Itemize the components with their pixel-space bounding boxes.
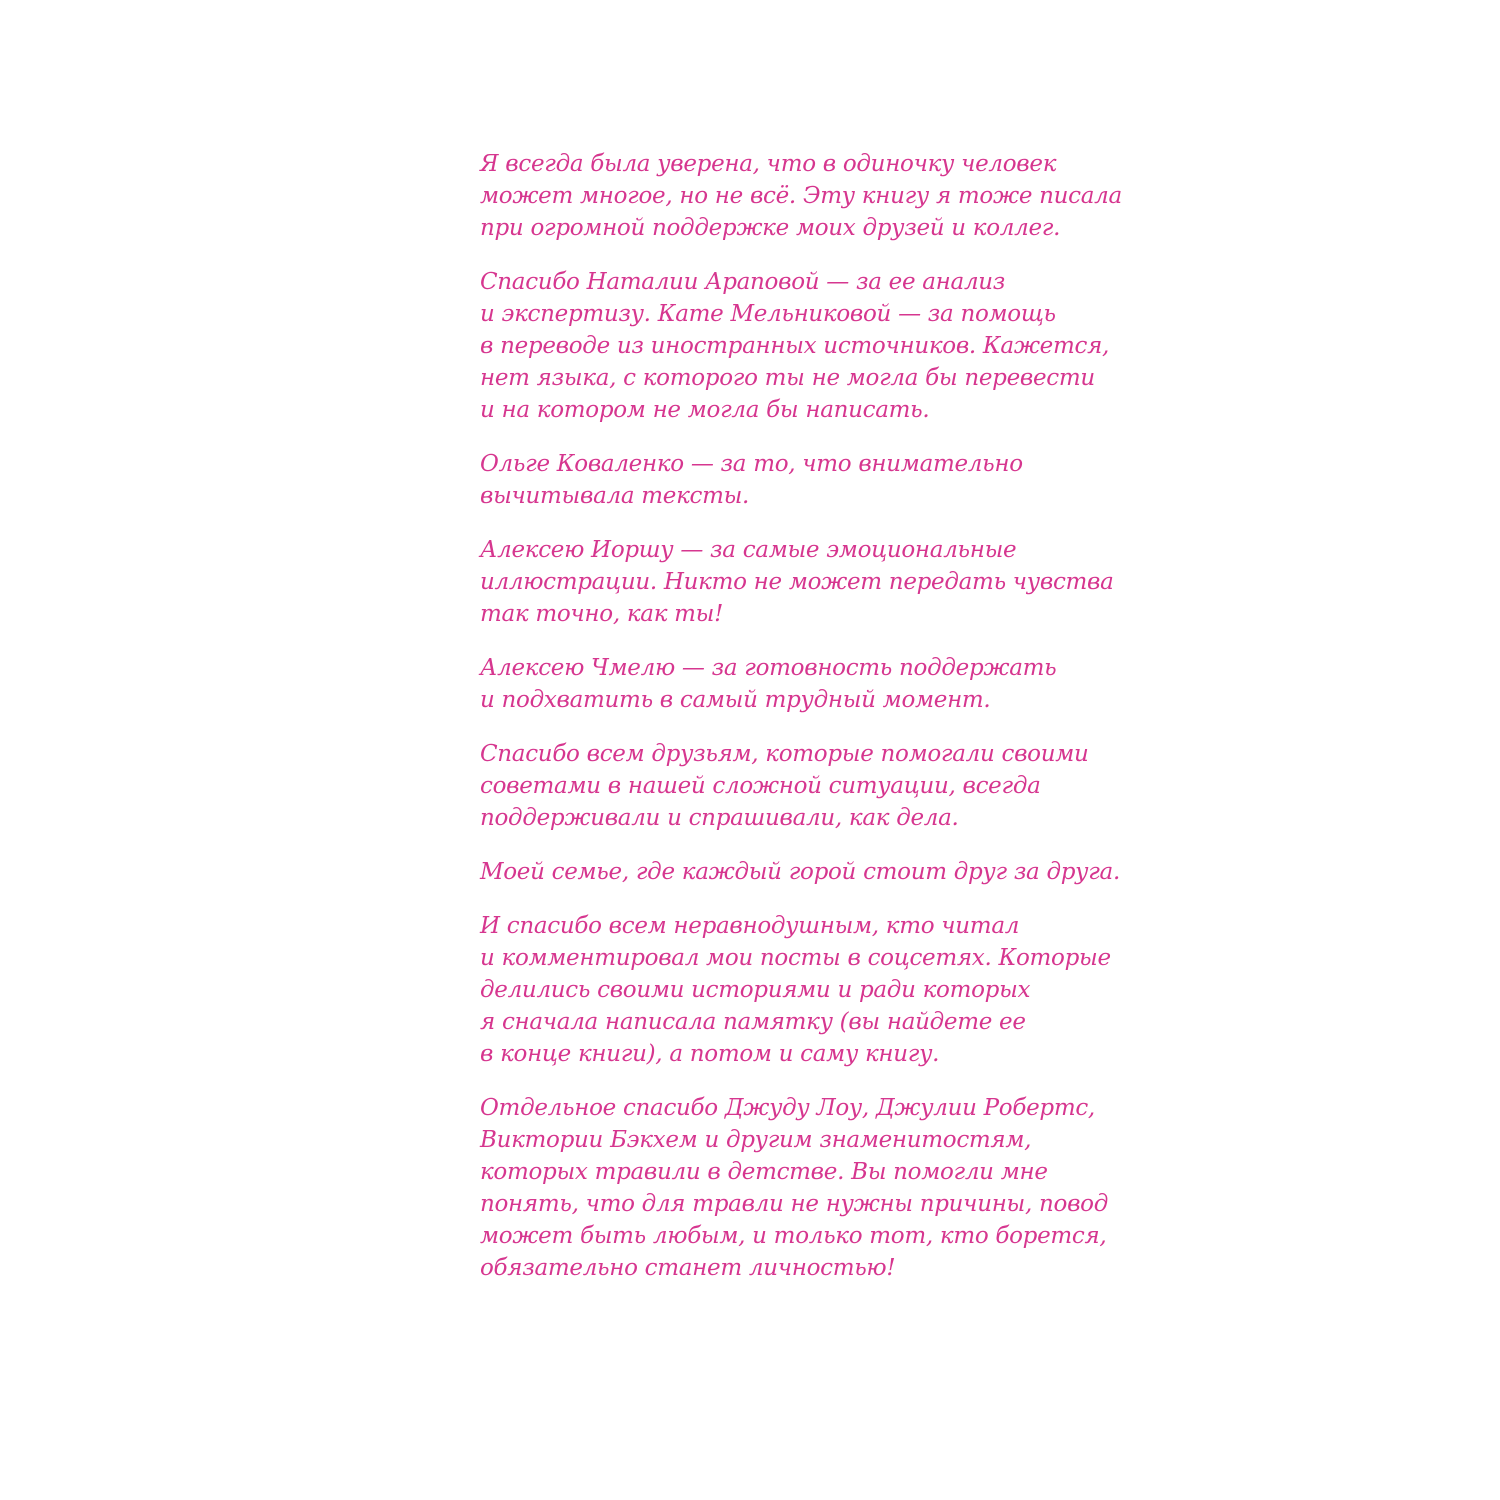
text-line: и комментировал мои посты в соцсетях. Которые [480,945,1111,971]
text-line: в конце книги), а потом и саму книгу. [480,1041,940,1067]
text-line: в переводе из иностранных источников. Кажется, [480,333,1110,359]
text-line: Виктории Бэкхем и другим знаменитостям, [480,1127,1032,1153]
paragraph [480,148,1120,244]
text-line: И спасибо всем неравнодушным, кто читал [480,913,1020,939]
paragraph [480,738,1120,834]
text-line: вычитывала тексты. [480,483,750,509]
paragraph [480,448,1120,512]
text-line: которых травили в детстве. Вы помогли мне [480,1159,1048,1185]
acknowledgements-text [480,148,1120,1306]
text-line: Моей семье, где каждый горой стоит друг за друга. [480,859,1120,885]
text-line: я сначала написала памятку (вы найдете ее [480,1009,1026,1035]
text-line: Отдельное спасибо Джуду Лоу, Джулии Робертс, [480,1095,1095,1121]
text-line: обязательно станет личностью! [480,1255,896,1281]
text-line: Алексею Иоршу — за самые эмоциональные [480,537,1017,563]
text-line: Я всегда была уверена, что в одиночку человек [480,151,1057,177]
text-line: может быть любым, и только тот, кто борется, [480,1223,1107,1249]
text-line: делились своими историями и ради которых [480,977,1031,1003]
paragraph [480,910,1120,1070]
paragraph [480,534,1120,630]
text-line: и экспертизу. Кате Мельниковой — за помощь [480,301,1056,327]
text-line: нет языка, с которого ты не могла бы перевести [480,365,1095,391]
text-line: понять, что для травли не нужны причины, повод [480,1191,1108,1217]
text-line: так точно, как ты! [480,601,724,627]
paragraph [480,652,1120,716]
text-line: Спасибо всем друзьям, которые помогали своими [480,741,1089,767]
text-line: и подхватить в самый трудный момент. [480,687,991,713]
text-line: Спасибо Наталии Араповой — за ее анализ [480,269,1006,295]
text-line: Ольге Коваленко — за то, что внимательно [480,451,1023,477]
text-line: иллюстрации. Никто не может передать чувства [480,569,1114,595]
text-line: поддерживали и спрашивали, как дела. [480,805,959,831]
text-line: может многое, но не всё. Эту книгу я тоже писала [480,183,1122,209]
paragraph [480,856,1120,888]
paragraph [480,1092,1120,1284]
text-line: советами в нашей сложной ситуации, всегда [480,773,1041,799]
paragraph [480,266,1120,426]
text-line: при огромной поддержке моих друзей и коллег. [480,215,1061,241]
text-line: и на котором не могла бы написать. [480,397,930,423]
text-line: Алексею Чмелю — за готовность поддержать [480,655,1057,681]
